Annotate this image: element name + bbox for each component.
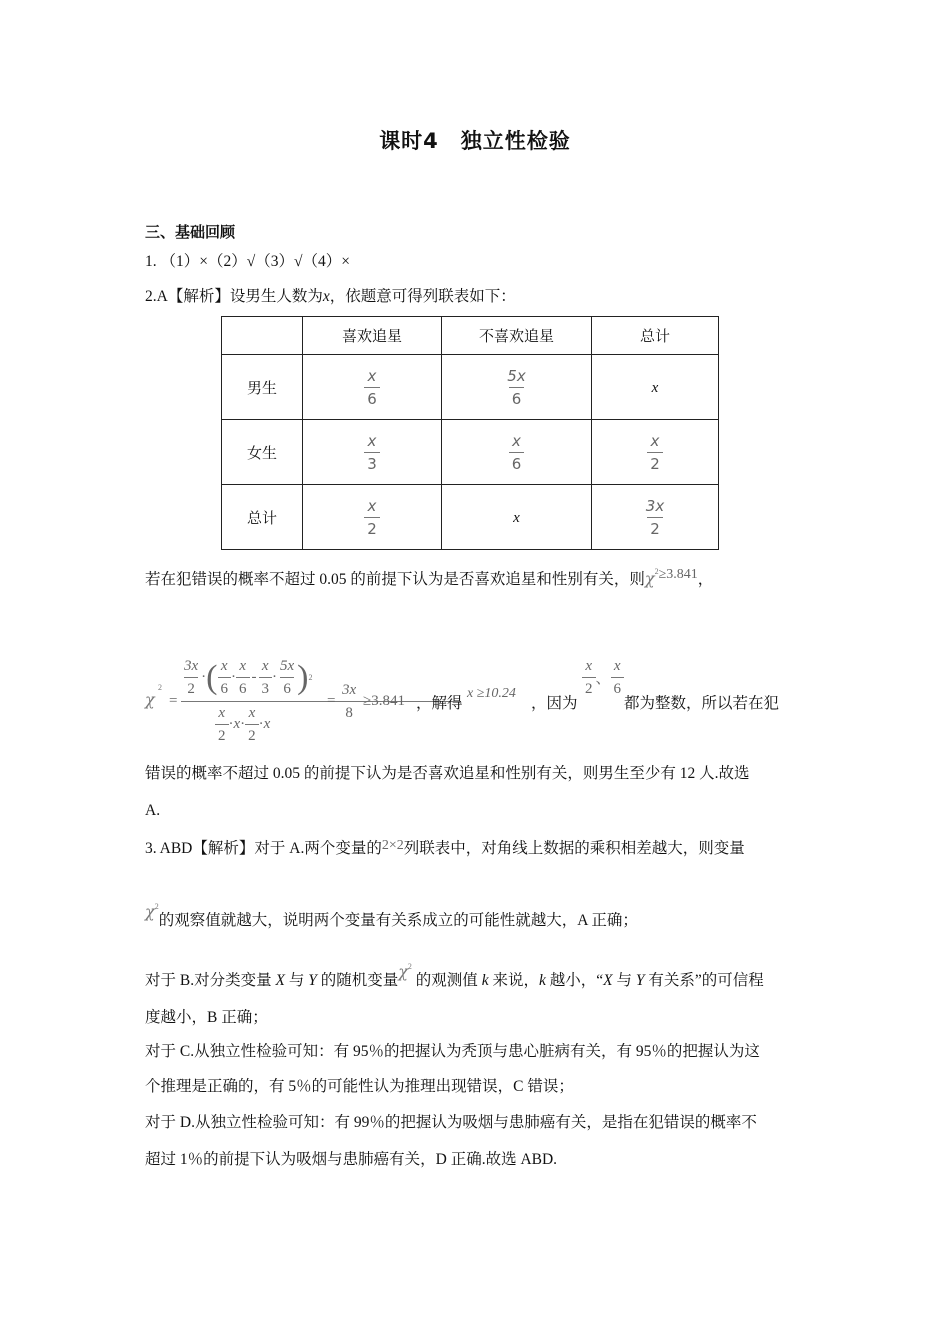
table-header-cell: 不喜欢追星 xyxy=(442,317,592,355)
answer-2-intro xyxy=(145,287,516,307)
table-cell: x xyxy=(442,485,592,550)
row-label: 女生 xyxy=(222,420,303,485)
answer-3-line-6: 个推理是正确的，有 5％的可能性认为推理出现错误，C 错误； xyxy=(145,1078,574,1095)
table-header-cell: 总计 xyxy=(592,317,719,355)
table-cell: $\frac{x}{3}$ xyxy=(303,420,442,485)
answer-3-line-8: 超过 1％的前提下认为吸烟与患肺癌有关，D 正确.故选 ABD. xyxy=(145,1151,558,1168)
answer-3-line-1: 3. ABD【解析】对于 A.两个变量的2×2列联表中，对角线上数据的乘积相差越大，则变量 xyxy=(145,838,745,857)
section-heading: 三、基础回顾 xyxy=(145,223,236,241)
answer-3-line-7: 对于 D.从独立性检验可知：有 99％的把握认为吸烟与患肺癌有关，是指在犯错误的概率不 xyxy=(145,1114,757,1131)
conclusion-line-2: A. xyxy=(145,802,161,819)
row-label: 总计 xyxy=(222,485,303,550)
critical-value: ≥3.841 xyxy=(658,567,698,582)
page-title: 课时4 独立性检验 xyxy=(379,129,571,153)
answer-3-line-3: 对于 B.对分类变量 X 与 Y 的随机变量$\chi^2$ 的观测值 k 来说，k 越小，“X 与 Y 有关系”的可信程 xyxy=(145,962,764,989)
answer-2-intro-prefix: 2.A【解析】设男生人数为 xyxy=(145,288,323,305)
condition-text: 若在犯错误的概率不超过 0.05 的前提下认为是否喜欢追星和性别有关，则 xyxy=(145,571,645,588)
table-row xyxy=(222,485,719,550)
solve-value: x ≥10.24 xyxy=(467,686,516,701)
formula-ge: ≥3.841 xyxy=(363,693,405,709)
chi-square-formula: χ 2 = $\frac{3x}{2}$ · ( $\frac{x}{6}$ · $\frac{x}{6}$ - $\frac{x}{3}$ · $\frac{5x}{6}$ ) 2 $\frac{x}{2}$ · x · $\frac{x}{2}$ · x = $\frac{3x}{8}$ ≥3.841 ，解得 x ≥10.24 ，因为 $\frac{x}{2}$ 、 $\frac{x}{6}$ 都为整数，所以若在犯 xyxy=(145,658,780,744)
answer-3-line-2: $\chi^2$的观察值就越大，说明两个变量有关系成立的可能性就越大，A 正确； xyxy=(145,902,638,929)
table-cell: $\frac{5x}{6}$ xyxy=(442,355,592,420)
table-header-cell: 喜欢追星 xyxy=(303,317,442,355)
var-x: x xyxy=(322,288,330,305)
table-row xyxy=(222,420,719,485)
answer-2-intro-suffix: ，依题意可得列联表如下： xyxy=(329,288,516,305)
formula-numerator: $\frac{3x}{2}$ · ( $\frac{x}{6}$ · $\frac{x}{6}$ - $\frac{x}{3}$ · $\frac{5x}{6}$ ) 2 xyxy=(184,658,313,697)
chi-symbol: χ xyxy=(644,569,655,588)
contingency-table xyxy=(221,316,719,550)
table-cell: $\frac{x}{2}$ xyxy=(303,485,442,550)
condition-line: 若在犯错误的概率不超过 0.05 的前提下认为是否喜欢追星和性别有关，则$\chi^2\ge 3.841$， xyxy=(145,567,714,588)
table-cell: $\frac{3x}{2}$ xyxy=(592,485,719,550)
table-row xyxy=(222,355,719,420)
chi-lhs: χ xyxy=(145,690,155,709)
conclusion-line-1: 错误的概率不超过 0.05 的前提下认为是否喜欢追星和性别有关，则男生至少有 12 人.故选 xyxy=(145,765,750,782)
table-cell: x xyxy=(592,355,719,420)
formula-denominator: $\frac{x}{2}$ · x · $\frac{x}{2}$ · x xyxy=(215,704,270,745)
table-cell: $\frac{x}{2}$ xyxy=(592,420,719,485)
table-header-cell xyxy=(222,317,303,355)
answer-1: 1. （1）×（2）√（3）√（4）× xyxy=(145,253,350,270)
answer-3-line-5: 对于 C.从独立性检验可知：有 95％的把握认为秃顶与患心脏病有关，有 95％的把握认为这 xyxy=(145,1043,760,1060)
answer-3-line-4: 度越小，B 正确； xyxy=(145,1009,268,1026)
table-cell: $\frac{x}{6}$ xyxy=(442,420,592,485)
row-label: 男生 xyxy=(222,355,303,420)
table-cell: $\frac{x}{6}$ xyxy=(303,355,442,420)
